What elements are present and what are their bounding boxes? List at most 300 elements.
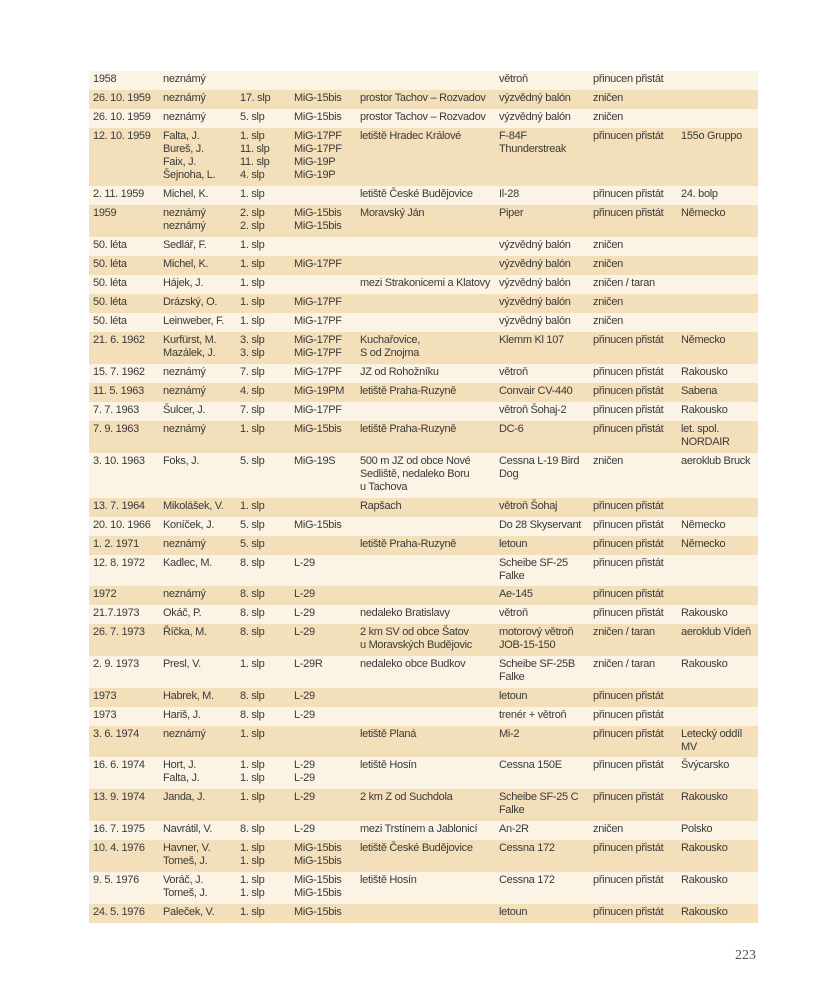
cell-pilot: Koníček, J. [159,517,236,536]
cell-pilot: Leinweber, F. [159,313,236,332]
table-row [89,656,758,688]
cell-owner [677,586,758,605]
cell-unit: 1. slp [236,256,290,275]
cell-pilot: neznámý [159,364,236,383]
cell-date: 15. 7. 1962 [89,364,159,383]
cell-aircraft [290,536,356,555]
cell-location: nedaleko obce Budkov [356,656,495,688]
cell-result: zničen / taran [589,275,677,294]
cell-result: přinucen přistát [589,726,677,757]
table-row [89,757,758,789]
cell-aircraft: L-29 [290,688,356,707]
table-row [89,294,758,313]
cell-date: 50. léta [89,275,159,294]
cell-date: 1958 [89,71,159,90]
table-row [89,726,758,757]
table-row [89,421,758,453]
cell-owner [677,707,758,726]
cell-location: letiště Hosín [356,872,495,904]
cell-aircraft: L-29 [290,707,356,726]
cell-unit: 5. slp [236,517,290,536]
cell-owner [677,109,758,128]
cell-date: 26. 10. 1959 [89,90,159,109]
table-row [89,517,758,536]
cell-unit: 5. slp [236,109,290,128]
cell-target-aircraft: Cessna 172 [495,872,589,904]
cell-date: 12. 10. 1959 [89,128,159,186]
cell-owner: Německo [677,517,758,536]
cell-result: přinucen přistát [589,517,677,536]
cell-owner [677,90,758,109]
table-row [89,605,758,624]
cell-pilot: Habrek, M. [159,688,236,707]
cell-owner: Rakousko [677,605,758,624]
table-row [89,90,758,109]
cell-owner: Německo [677,536,758,555]
cell-unit: 1. slp [236,498,290,517]
cell-location: letiště Planá [356,726,495,757]
cell-pilot: neznámý [159,383,236,402]
cell-location: Kuchařovice, S od Znojma [356,332,495,364]
table-row [89,71,758,90]
cell-aircraft [290,498,356,517]
cell-target-aircraft: motorový větroň JOB-15-150 [495,624,589,656]
cell-target-aircraft: výzvědný balón [495,256,589,275]
cell-location [356,256,495,275]
cell-aircraft: MiG-17PF [290,294,356,313]
table-row [89,332,758,364]
cell-owner: Rakousko [677,364,758,383]
cell-pilot: Michel, K. [159,256,236,275]
cell-owner: 155o Gruppo [677,128,758,186]
cell-aircraft: L-29 L-29 [290,757,356,789]
cell-result: zničen / taran [589,624,677,656]
cell-owner: let. spol. NORDAIR [677,421,758,453]
table-row [89,275,758,294]
cell-unit: 1. slp 11. slp 11. slp 4. slp [236,128,290,186]
cell-result: přinucen přistát [589,555,677,586]
table-row [89,498,758,517]
cell-date: 24. 5. 1976 [89,904,159,923]
cell-target-aircraft: trenér + větroň [495,707,589,726]
cell-unit: 1. slp [236,313,290,332]
cell-aircraft [290,275,356,294]
cell-target-aircraft: výzvědný balón [495,109,589,128]
cell-aircraft: MiG-17PF [290,364,356,383]
table-row [89,256,758,275]
cell-target-aircraft: Klemm Kl 107 [495,332,589,364]
cell-result: přinucen přistát [589,605,677,624]
cell-aircraft [290,237,356,256]
cell-location: Moravský Ján [356,205,495,237]
cell-aircraft: MiG-19S [290,453,356,498]
cell-unit: 1. slp [236,726,290,757]
table-row [89,383,758,402]
cell-aircraft: L-29 [290,789,356,821]
table-row [89,872,758,904]
cell-date: 13. 9. 1974 [89,789,159,821]
table-row [89,453,758,498]
cell-target-aircraft: výzvědný balón [495,237,589,256]
cell-date: 16. 6. 1974 [89,757,159,789]
cell-unit: 1. slp [236,294,290,313]
cell-pilot: neznámý [159,536,236,555]
table-body [89,71,758,923]
cell-date: 1. 2. 1971 [89,536,159,555]
cell-pilot: neznámý [159,726,236,757]
cell-target-aircraft: Mi-2 [495,726,589,757]
cell-result: zničen [589,237,677,256]
cell-target-aircraft: Ae-145 [495,586,589,605]
cell-unit: 1. slp [236,656,290,688]
cell-location: letiště Hradec Králové [356,128,495,186]
cell-target-aircraft: Il-28 [495,186,589,205]
cell-target-aircraft: F-84F Thunderstreak [495,128,589,186]
cell-location: mezi Trstínem a Jablonicí [356,821,495,840]
cell-location: Rapšach [356,498,495,517]
cell-owner: aeroklub Vídeň [677,624,758,656]
table-row [89,313,758,332]
cell-date: 2. 9. 1973 [89,656,159,688]
cell-unit: 1. slp [236,186,290,205]
cell-location [356,904,495,923]
cell-date: 12. 8. 1972 [89,555,159,586]
cell-result: přinucen přistát [589,402,677,421]
cell-aircraft: MiG-15bis [290,109,356,128]
cell-result: přinucen přistát [589,498,677,517]
cell-location [356,707,495,726]
cell-aircraft: MiG-15bis [290,421,356,453]
cell-result: přinucen přistát [589,707,677,726]
cell-target-aircraft: Do 28 Skyservant [495,517,589,536]
cell-location: letiště Praha-Ruzyně [356,383,495,402]
cell-result: zničen [589,109,677,128]
cell-result: přinucen přistát [589,536,677,555]
table-row [89,536,758,555]
page-number: 223 [735,948,756,963]
cell-date: 50. léta [89,313,159,332]
cell-unit: 7. slp [236,402,290,421]
cell-target-aircraft: letoun [495,904,589,923]
cell-location [356,71,495,90]
cell-unit: 8. slp [236,555,290,586]
cell-date: 3. 10. 1963 [89,453,159,498]
cell-aircraft: L-29R [290,656,356,688]
cell-date: 13. 7. 1964 [89,498,159,517]
cell-owner [677,555,758,586]
cell-pilot: Michel, K. [159,186,236,205]
cell-unit: 4. slp [236,383,290,402]
cell-target-aircraft: výzvědný balón [495,90,589,109]
cell-location: nedaleko Bratislavy [356,605,495,624]
cell-location [356,688,495,707]
cell-pilot: Falta, J. Bureš, J. Faix, J. Šejnoha, L. [159,128,236,186]
cell-owner: Rakousko [677,904,758,923]
cell-pilot: Říčka, M. [159,624,236,656]
cell-unit: 5. slp [236,453,290,498]
cell-date: 7. 7. 1963 [89,402,159,421]
cell-owner [677,237,758,256]
cell-result: zničen [589,453,677,498]
cell-pilot: Drázský, O. [159,294,236,313]
cell-owner: Rakousko [677,656,758,688]
cell-date: 20. 10. 1966 [89,517,159,536]
table-row [89,904,758,923]
cell-aircraft: MiG-15bis MiG-15bis [290,205,356,237]
cell-unit: 5. slp [236,536,290,555]
cell-unit: 1. slp [236,275,290,294]
cell-target-aircraft: větroň [495,605,589,624]
cell-location [356,555,495,586]
cell-date: 1972 [89,586,159,605]
cell-pilot: Sedlář, F. [159,237,236,256]
cell-aircraft [290,186,356,205]
cell-location: 2 km SV od obce Šatov u Moravských Budějovic [356,624,495,656]
cell-aircraft: MiG-15bis [290,517,356,536]
cell-unit: 7. slp [236,364,290,383]
cell-owner: Rakousko [677,789,758,821]
cell-owner [677,688,758,707]
cell-pilot: Kurfürst, M. Mazálek, J. [159,332,236,364]
cell-result: zničen [589,821,677,840]
cell-date: 1959 [89,205,159,237]
cell-pilot: neznámý [159,90,236,109]
cell-unit: 8. slp [236,586,290,605]
cell-pilot: Havner, V. Tomeš, J. [159,840,236,872]
cell-date: 26. 10. 1959 [89,109,159,128]
cell-owner: Německo [677,205,758,237]
cell-owner: Německo [677,332,758,364]
cell-target-aircraft: Cessna L-19 Bird Dog [495,453,589,498]
cell-target-aircraft: letoun [495,688,589,707]
cell-location [356,586,495,605]
table-row [89,402,758,421]
interceptions-table [89,71,758,923]
table-row [89,364,758,383]
cell-result: zničen [589,294,677,313]
cell-target-aircraft: Convair CV-440 [495,383,589,402]
cell-unit: 8. slp [236,605,290,624]
cell-aircraft [290,726,356,757]
cell-location: mezi Strakonicemi a Klatovy [356,275,495,294]
cell-result: přinucen přistát [589,421,677,453]
cell-pilot: Paleček, V. [159,904,236,923]
cell-target-aircraft: výzvědný balón [495,294,589,313]
cell-location [356,237,495,256]
cell-owner [677,294,758,313]
cell-location: 2 km Z od Suchdola [356,789,495,821]
cell-aircraft: L-29 [290,624,356,656]
cell-location: letiště České Budějovice [356,840,495,872]
cell-target-aircraft: výzvědný balón [495,275,589,294]
cell-unit: 1. slp 1. slp [236,840,290,872]
cell-result: přinucen přistát [589,128,677,186]
cell-unit: 1. slp 1. slp [236,872,290,904]
cell-result: přinucen přistát [589,383,677,402]
cell-date: 10. 4. 1976 [89,840,159,872]
cell-date: 2. 11. 1959 [89,186,159,205]
cell-pilot: Kadlec, M. [159,555,236,586]
cell-aircraft: MiG-15bis MiG-15bis [290,872,356,904]
cell-date: 1973 [89,707,159,726]
cell-result: zničen [589,90,677,109]
cell-location: letiště Hosín [356,757,495,789]
cell-location [356,402,495,421]
cell-pilot: Janda, J. [159,789,236,821]
cell-unit: 8. slp [236,707,290,726]
cell-aircraft: MiG-17PF [290,313,356,332]
cell-location [356,294,495,313]
cell-unit: 2. slp 2. slp [236,205,290,237]
cell-date: 1973 [89,688,159,707]
table-row [89,707,758,726]
cell-date: 50. léta [89,294,159,313]
cell-location: prostor Tachov – Rozvadov [356,90,495,109]
cell-aircraft: MiG-15bis [290,904,356,923]
cell-target-aircraft: An-2R [495,821,589,840]
table-row [89,186,758,205]
table-row [89,205,758,237]
cell-aircraft: MiG-17PF MiG-17PF MiG-19P MiG-19P [290,128,356,186]
cell-pilot: Mikolášek, V. [159,498,236,517]
cell-pilot: Hájek, J. [159,275,236,294]
cell-target-aircraft: Scheibe SF-25 Falke [495,555,589,586]
cell-target-aircraft: Scheibe SF-25 C Falke [495,789,589,821]
cell-owner [677,275,758,294]
cell-owner: Rakousko [677,840,758,872]
cell-target-aircraft: výzvědný balón [495,313,589,332]
cell-aircraft: L-29 [290,586,356,605]
cell-aircraft: MiG-15bis MiG-15bis [290,840,356,872]
cell-pilot: neznámý neznámý [159,205,236,237]
cell-owner [677,498,758,517]
cell-date: 16. 7. 1975 [89,821,159,840]
cell-target-aircraft: větroň Šohaj [495,498,589,517]
cell-owner: Rakousko [677,402,758,421]
cell-date: 21.7.1973 [89,605,159,624]
cell-result: přinucen přistát [589,364,677,383]
cell-unit: 1. slp 1. slp [236,757,290,789]
cell-result: zničen [589,256,677,275]
cell-aircraft: MiG-17PF [290,256,356,275]
cell-result: zničen [589,313,677,332]
cell-pilot: Šulcer, J. [159,402,236,421]
cell-unit: 3. slp 3. slp [236,332,290,364]
cell-owner: Polsko [677,821,758,840]
cell-result: přinucen přistát [589,205,677,237]
cell-owner [677,313,758,332]
cell-result: přinucen přistát [589,186,677,205]
cell-pilot: Presl, V. [159,656,236,688]
table-row [89,128,758,186]
cell-target-aircraft: Piper [495,205,589,237]
table-row [89,688,758,707]
cell-aircraft: MiG-19PM [290,383,356,402]
cell-owner: Sabena [677,383,758,402]
cell-target-aircraft: letoun [495,536,589,555]
cell-target-aircraft: větroň [495,71,589,90]
cell-date: 50. léta [89,237,159,256]
table-row [89,840,758,872]
cell-pilot: Hort, J. Falta, J. [159,757,236,789]
cell-owner: Rakousko [677,872,758,904]
table-row [89,586,758,605]
cell-date: 21. 6. 1962 [89,332,159,364]
cell-unit: 8. slp [236,688,290,707]
cell-result: přinucen přistát [589,840,677,872]
cell-pilot: Foks, J. [159,453,236,498]
cell-pilot: Okáč, P. [159,605,236,624]
cell-date: 11. 5. 1963 [89,383,159,402]
cell-pilot: neznámý [159,586,236,605]
cell-location [356,313,495,332]
cell-result: přinucen přistát [589,789,677,821]
cell-result: přinucen přistát [589,586,677,605]
cell-location: prostor Tachov – Rozvadov [356,109,495,128]
table-row [89,789,758,821]
cell-target-aircraft: DC-6 [495,421,589,453]
cell-owner: Švýcarsko [677,757,758,789]
cell-unit: 1. slp [236,789,290,821]
cell-target-aircraft: Scheibe SF-25B Falke [495,656,589,688]
cell-pilot: neznámý [159,421,236,453]
cell-pilot: Navrátil, V. [159,821,236,840]
table-row [89,109,758,128]
cell-aircraft: MiG-17PF MiG-17PF [290,332,356,364]
cell-owner [677,71,758,90]
cell-target-aircraft: Cessna 150E [495,757,589,789]
cell-location [356,517,495,536]
cell-target-aircraft: Cessna 172 [495,840,589,872]
cell-owner: aeroklub Bruck [677,453,758,498]
cell-aircraft: L-29 [290,605,356,624]
table-row [89,237,758,256]
cell-unit: 8. slp [236,624,290,656]
cell-unit: 8. slp [236,821,290,840]
cell-result: přinucen přistát [589,872,677,904]
cell-aircraft: L-29 [290,821,356,840]
table-row [89,624,758,656]
table-row [89,555,758,586]
cell-aircraft [290,71,356,90]
cell-location: letiště Praha-Ruzyně [356,421,495,453]
cell-location: 500 m JZ od obce Nové Sedliště, nedaleko Boru u Tachova [356,453,495,498]
cell-date: 26. 7. 1973 [89,624,159,656]
cell-result: přinucen přistát [589,904,677,923]
cell-pilot: neznámý [159,71,236,90]
cell-date: 50. léta [89,256,159,275]
cell-pilot: Voráč, J. Tomeš, J. [159,872,236,904]
cell-unit: 1. slp [236,421,290,453]
cell-result: přinucen přistát [589,757,677,789]
table-row [89,821,758,840]
cell-date: 3. 6. 1974 [89,726,159,757]
cell-date: 7. 9. 1963 [89,421,159,453]
cell-result: zničen / taran [589,656,677,688]
cell-pilot: neznámý [159,109,236,128]
cell-target-aircraft: větroň Šohaj-2 [495,402,589,421]
cell-pilot: Hariš, J. [159,707,236,726]
cell-aircraft: MiG-15bis [290,90,356,109]
cell-unit: 17. slp [236,90,290,109]
cell-location: letiště České Budějovice [356,186,495,205]
cell-unit: 1. slp [236,904,290,923]
cell-date: 9. 5. 1976 [89,872,159,904]
cell-aircraft: L-29 [290,555,356,586]
cell-owner: 24. bolp [677,186,758,205]
cell-owner [677,256,758,275]
cell-result: přinucen přistát [589,332,677,364]
